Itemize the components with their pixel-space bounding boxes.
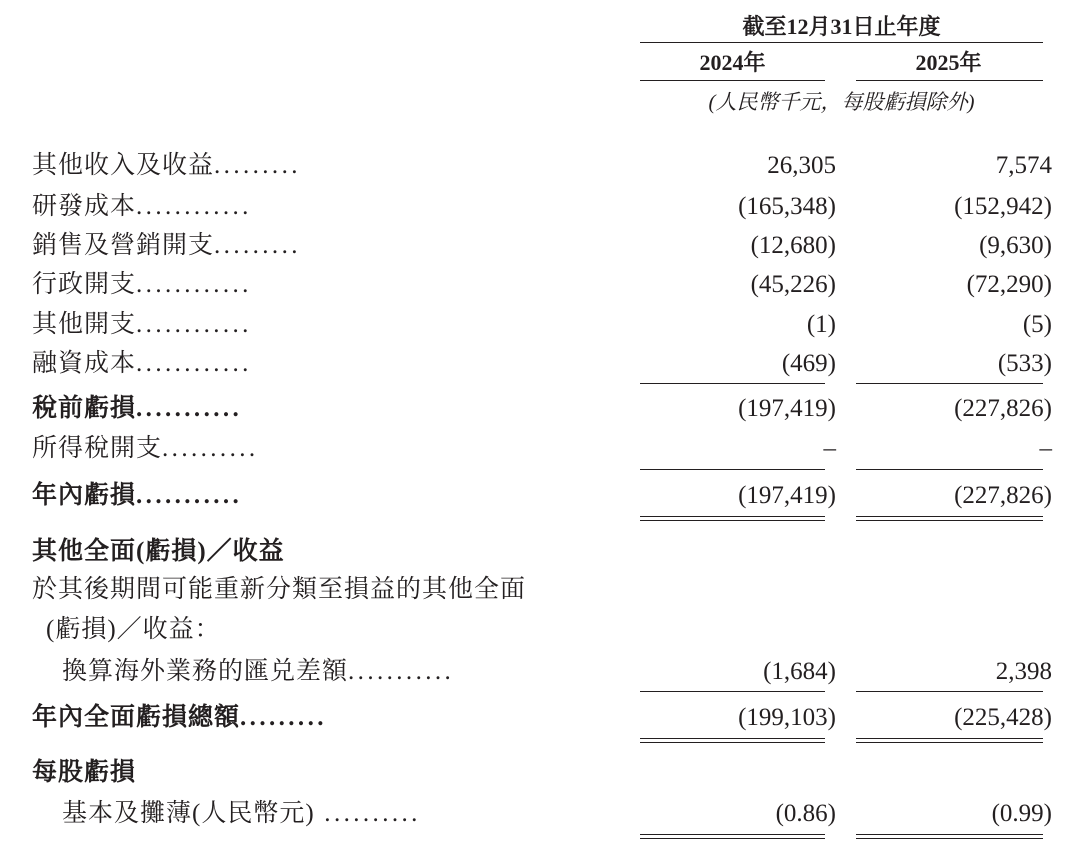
row-label: 基本及攤薄(人民幣元) ..........	[62, 800, 421, 827]
row-label: 稅前虧損...........	[32, 395, 243, 422]
row-label: 其他收入及收益.........	[32, 152, 301, 179]
value-2025: 7,574	[995, 152, 1052, 179]
row-label: 年內虧損...........	[32, 482, 243, 509]
period-heading: 截至12月31日止年度	[742, 14, 941, 39]
total-double-rule	[640, 834, 825, 839]
header-rule	[640, 42, 1043, 43]
total-double-rule	[856, 516, 1043, 521]
value-2024: (0.86)	[775, 800, 836, 827]
subtotal-rule	[640, 691, 825, 692]
section-heading: 每股虧損	[32, 759, 137, 786]
value-2025: (533)	[997, 350, 1052, 377]
value-2024: (1)	[806, 311, 836, 338]
value-2025: (227,826)	[954, 482, 1052, 509]
subtotal-rule	[640, 469, 825, 470]
row-label: 行政開支............	[32, 271, 252, 298]
value-2024: (1,684)	[763, 658, 836, 685]
total-double-rule	[640, 516, 825, 521]
value-2025: (5)	[1022, 311, 1052, 338]
row-label: 於其後期間可能重新分類至損益的其他全面	[32, 576, 527, 603]
total-double-rule	[856, 738, 1043, 743]
value-2024: –	[823, 435, 836, 462]
value-2025: –	[1039, 435, 1052, 462]
value-2025: (227,826)	[954, 395, 1052, 422]
subtotal-rule	[856, 691, 1043, 692]
unit-note: (人民幣千元，每股虧損除外)	[708, 90, 975, 114]
value-2025: 2,398	[995, 658, 1052, 685]
value-2025: (225,428)	[954, 704, 1052, 731]
value-2024: (199,103)	[738, 704, 836, 731]
value-2024: (469)	[781, 350, 836, 377]
value-2025: (9,630)	[979, 232, 1052, 259]
value-2024: (197,419)	[738, 395, 836, 422]
value-2024: (165,348)	[738, 193, 836, 220]
total-double-rule	[856, 834, 1043, 839]
year-2025-heading: 2025年	[915, 50, 982, 75]
value-2025: (152,942)	[954, 193, 1052, 220]
total-double-rule	[640, 738, 825, 743]
row-label: 年內全面虧損總額.........	[32, 704, 327, 731]
value-2024: (197,419)	[738, 482, 836, 509]
section-heading: 其他全面(虧損)／收益	[32, 538, 285, 565]
row-label: 換算海外業務的匯兑差額...........	[62, 658, 455, 685]
subtotal-rule	[856, 383, 1043, 384]
row-label: 所得稅開支..........	[32, 435, 259, 462]
subtotal-rule	[856, 469, 1043, 470]
year-2025-rule	[856, 80, 1043, 81]
value-2024: (45,226)	[750, 271, 836, 298]
row-label: 研發成本............	[32, 193, 252, 220]
row-label: 銷售及營銷開支.........	[32, 232, 301, 259]
row-label: 融資成本............	[32, 350, 252, 377]
year-2024-rule	[640, 80, 825, 81]
value-2024: (12,680)	[750, 232, 836, 259]
subtotal-rule	[640, 383, 825, 384]
year-2024-heading: 2024年	[699, 50, 766, 75]
value-2024: 26,305	[767, 152, 836, 179]
row-label: (虧損)／收益：	[46, 616, 221, 643]
value-2025: (72,290)	[966, 271, 1052, 298]
value-2025: (0.99)	[991, 800, 1052, 827]
row-label: 其他開支............	[32, 311, 252, 338]
